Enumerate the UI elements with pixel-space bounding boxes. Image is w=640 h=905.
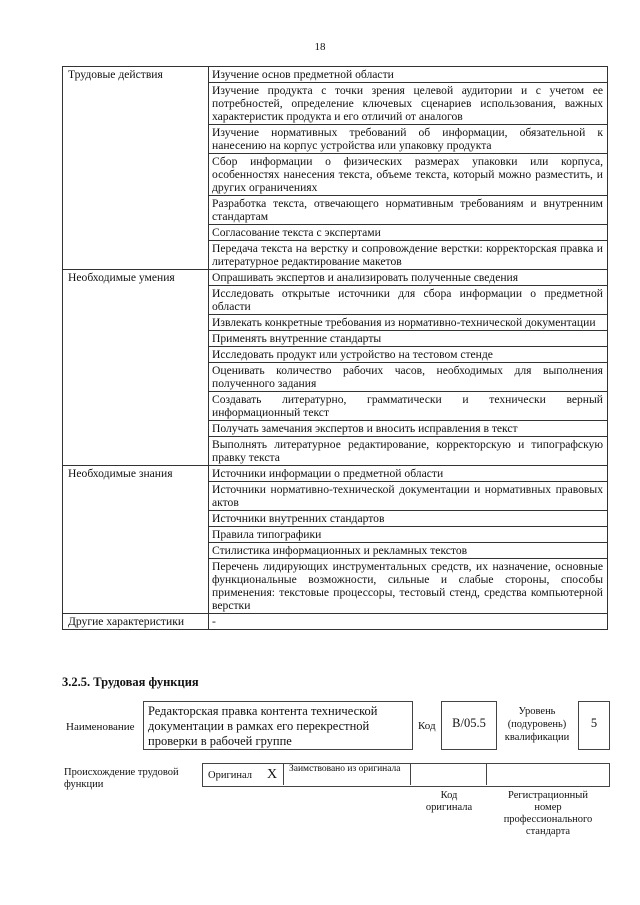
- table-cell: Изучение основ предметной области: [209, 67, 608, 83]
- name-value: Редакторская правка контента технической документации в рамках его перекрестной проверки в рабочей группе: [148, 704, 378, 748]
- table-cell: Создавать литературно, грамматически и технически верный информационный текст: [209, 392, 608, 421]
- table-cell: Применять внутренние стандарты: [209, 331, 608, 347]
- table-cell: Изучение нормативных требований об информации, обязательной к нанесению на корпус устройства или упаковку продукта: [209, 125, 608, 154]
- page-number: 18: [314, 41, 326, 53]
- name-value-box: [143, 701, 413, 750]
- table-cell: Согласование текста с экспертами: [209, 225, 608, 241]
- original-label: Оригинал: [208, 770, 252, 781]
- origin-label: Происхождение трудовой функции: [64, 767, 179, 790]
- table-cell: Перечень лидирующих инструментальных средств, их назначение, основные функциональные возможности, сильные и слабые стороны, способы применения: текстовые процессоры, тестовый стенд, средства компьютерной верстки: [209, 559, 608, 614]
- borrowed-label: Заимствовано из оригинала: [289, 764, 401, 774]
- row-label: Необходимые знания: [63, 466, 209, 614]
- section-title: 3.2.5. Трудовая функция: [62, 675, 199, 689]
- original-mark: X: [267, 767, 278, 782]
- code-original-caption: Код оригинала: [425, 790, 473, 813]
- reg-number-caption: Регистрационный номер профессионального стандарта: [503, 790, 593, 837]
- table-cell: Получать замечания экспертов и вносить исправления в текст: [209, 421, 608, 437]
- table-cell: Извлекать конкретные требования из нормативно-технической документации: [209, 315, 608, 331]
- table-cell: Разработка текста, отвечающего нормативным требованиям и внутренним стандартам: [209, 196, 608, 225]
- table-row: [63, 614, 608, 630]
- level-box: [578, 701, 610, 750]
- table-cell: Источники информации о предметной области: [209, 466, 608, 482]
- qualification-table: [62, 66, 608, 630]
- table-row: [63, 466, 608, 482]
- divider: [410, 763, 411, 785]
- table-cell: Оценивать количество рабочих часов, необходимых для выполнения полученного задания: [209, 363, 608, 392]
- table-cell: Опрашивать экспертов и анализировать полученные сведения: [209, 270, 608, 286]
- row-label: Трудовые действия: [63, 67, 209, 270]
- divider: [486, 763, 487, 785]
- table-cell: Выполнять литературное редактирование, корректорскую и типографскую правку текста: [209, 437, 608, 466]
- level-label: Уровень (подуровень) квалификации: [504, 706, 570, 743]
- table-row: [63, 270, 608, 286]
- row-label: Другие характеристики: [63, 614, 209, 630]
- row-label: Необходимые умения: [63, 270, 209, 466]
- level-value: 5: [590, 716, 598, 730]
- table-cell: Исследовать продукт или устройство на тестовом стенде: [209, 347, 608, 363]
- table-cell: Исследовать открытые источники для сбора информации о предметной области: [209, 286, 608, 315]
- code-value: B/05.5: [452, 716, 486, 730]
- table-cell: Передача текста на верстку и сопровождение верстки: корректорская правка и литературное редактирование макетов: [209, 241, 608, 270]
- code-label: Код: [418, 720, 436, 732]
- table-row: [63, 67, 608, 83]
- table-cell: Изучение продукта с точки зрения целевой аудитории и с учетом ее потребностей, определение ключевых сценариев использования, важных характеристик продукта и его отличий от аналогов: [209, 83, 608, 125]
- divider: [283, 763, 284, 785]
- table-cell: Сбор информации о физических размерах упаковки или корпуса, особенностях нанесения текста, объеме текста, который можно разместить, и других ограничениях: [209, 154, 608, 196]
- table-cell: Правила типографики: [209, 527, 608, 543]
- name-label: Наименование: [66, 721, 135, 733]
- table-cell: Стилистика информационных и рекламных текстов: [209, 543, 608, 559]
- code-box: [441, 701, 497, 750]
- table-cell: Источники нормативно-технической документации и нормативных правовых актов: [209, 482, 608, 511]
- table-cell: -: [209, 614, 608, 630]
- table-cell: Источники внутренних стандартов: [209, 511, 608, 527]
